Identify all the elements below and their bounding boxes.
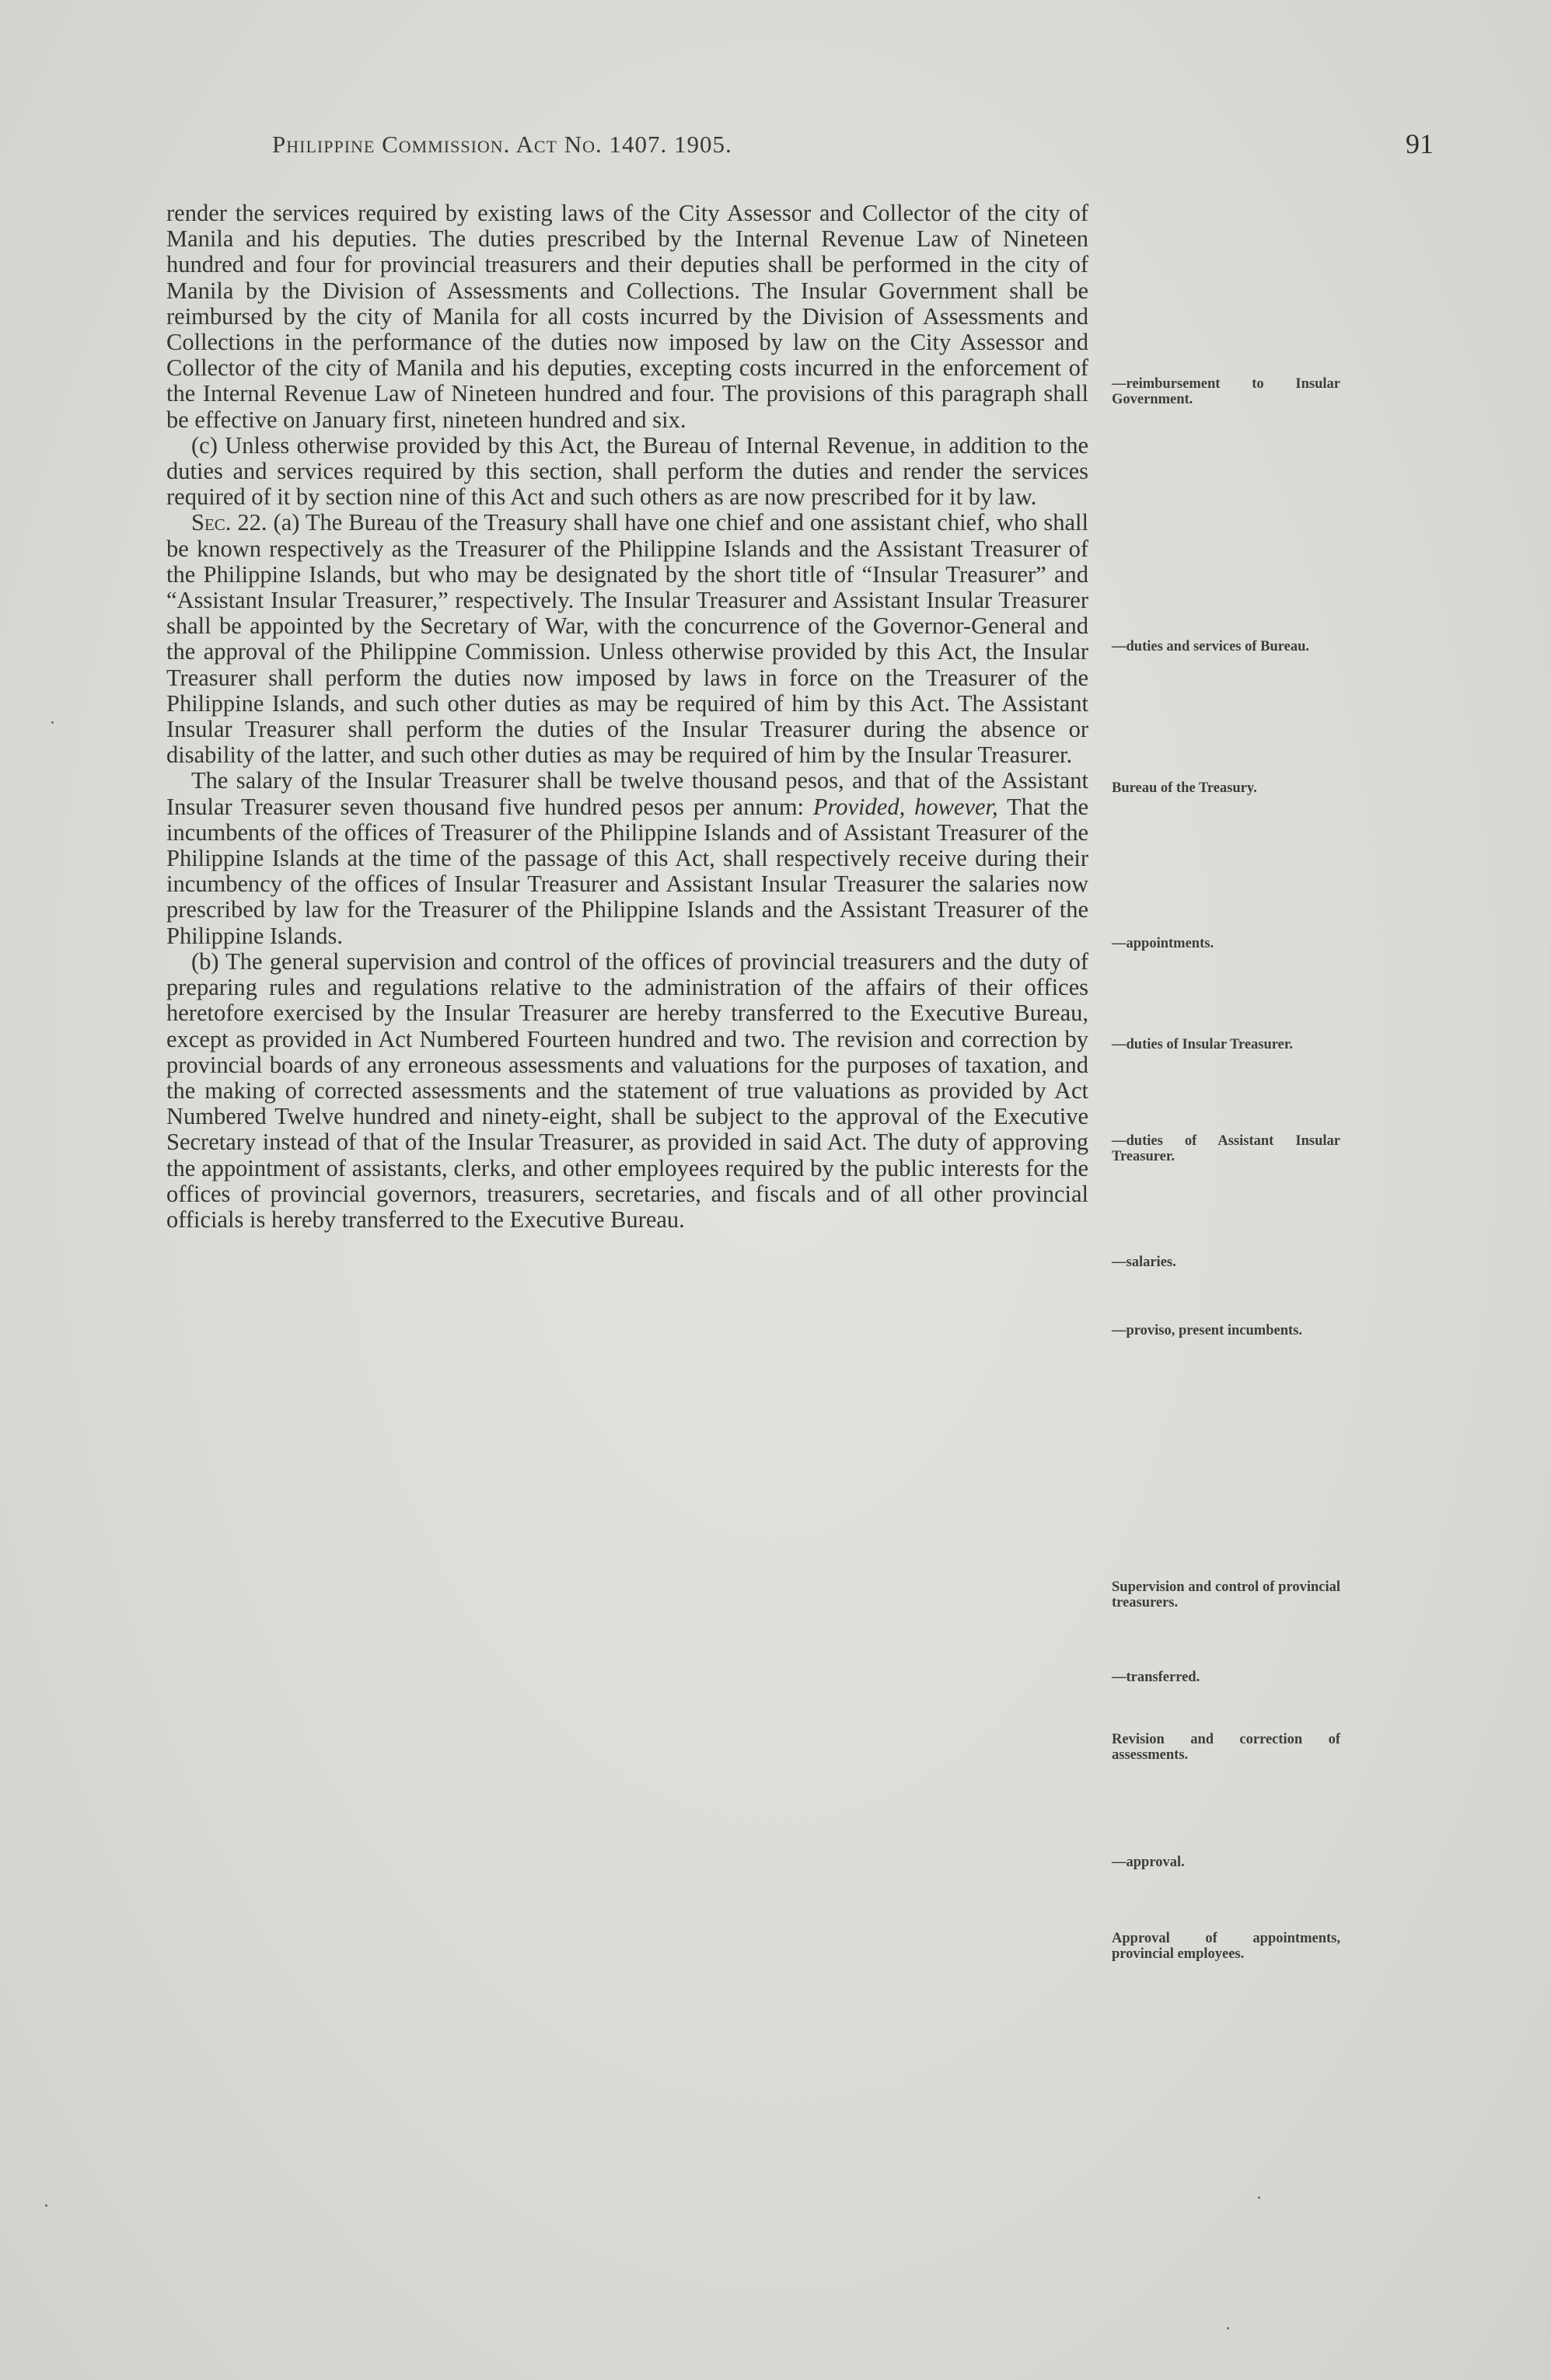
paper-speck [1227, 2327, 1229, 2329]
marginal-note: —duties of Insular Treasurer. [1112, 1037, 1294, 1052]
running-header: Philippine Commission. Act No. 1407. 1905. [272, 131, 732, 158]
body-text [166, 201, 1088, 1233]
marginal-note: Supervision and control of provincial treasurers. [1112, 1579, 1340, 1611]
section-paragraph [166, 510, 1088, 768]
marginal-note: —appointments. [1112, 936, 1214, 951]
marginal-note: Revision and correction of assessments. [1112, 1732, 1340, 1763]
paragraph: (c) Unless otherwise provided by this Act, the Bureau of Internal Revenue, in addition to the duties and services required by this section, shall perform the duties and render the services required of it by section nine of this Act and such others as are now prescribed for it by law. [166, 431, 1088, 511]
marginal-note: —duties and services of Bureau. [1112, 639, 1310, 654]
marginal-note: —salaries. [1112, 1255, 1176, 1270]
marginal-note: —proviso, present incumbents. [1112, 1323, 1302, 1338]
marginal-note: —transferred. [1112, 1670, 1200, 1685]
paper-speck [51, 721, 54, 724]
paragraph-text: That the incumbents of the offices of Treasurer of the Philippine Islands and of Assistant Treasurer of the Philippine Islands at the time of the passage of this Act, shall respectively receive during their incumbency of the offices of Insular Treasurer and Assistant Insular Treasurer the salaries now prescribed by law for the Treasurer of the Philippine Islands and the Assistant Treasurer of the Philippine Islands. [166, 793, 1088, 949]
paper-speck [45, 2204, 47, 2207]
marginal-note: —approval. [1112, 1855, 1185, 1870]
marginal-note: Bureau of the Treasury. [1112, 780, 1257, 796]
section-text: (a) The Bureau of the Treasury shall have one chief and one assistant chief, who shall be known respectively as the Treasurer of the Philippine Islands and the Assistant Treasurer of the Philippine Islands, but who may be designated by the short title of “Insular Treasurer” and “Assistant Insular Treasurer,” respectively. The Insular Treasurer and Assistant Insular Treasurer shall be appointed by the Secretary of War, with the concurrence of the Governor-General and the approval of the Philippine Commission. Unless otherwise provided by this Act, the Insular Treasurer shall perform the duties now imposed by laws in force on the Treasurer of the Philippine Islands, and such other duties as may be required of him by this Act. The Assistant Insular Treasurer shall perform the duties of the Insular Treasurer during the absence or disability of the latter, and such other duties as may be required of him by the Insular Treasurer. [166, 509, 1088, 769]
paragraph [166, 768, 1088, 948]
paragraph-text: The salary of the Insular Treasurer shall be twelve thousand pesos, and that of the Assistant Insular Treasurer seven thousand five hundred pesos per annum: [166, 767, 1088, 820]
proviso-text: Provided, however, [812, 793, 998, 820]
marginal-note: —reimbursement to Insular Government. [1112, 376, 1340, 407]
paper-speck [1258, 2197, 1260, 2199]
page-number: 91 [1406, 128, 1434, 159]
paragraph: render the services required by existing laws of the City Assessor and Collector of the city of Manila and his deputies. The duties prescribed by the Internal Revenue Law of Nineteen hundred and four for provincial treasurers and their deputies shall be performed in the city of Manila by the Division of Assessments and Collections. The Insular Government shall be reimbursed by the city of Manila for all costs incurred by the Division of Assessments and Collections in the performance of the duties now imposed by law on the City Assessor and Collector of the city of Manila and his deputies, excepting costs incurred in the enforcement of the Internal Revenue Law of Nineteen hundred and four. The provisions of this paragraph shall be effective on January first, nineteen hundred and six. [166, 200, 1088, 433]
paragraph: (b) The general supervision and control of the offices of provincial treasurers and the duty of preparing rules and regulations relative to the administration of the affairs of their offices heretofore exercised by the Insular Treasurer are hereby transferred to the Executive Bureau, except as provided in Act Numbered Fourteen hundred and two. The revision and correction by provincial boards of any erroneous assessments and valuations for the purposes of taxation, and the making of corrected assessments and the statement of true valuations as provided by Act Numbered Twelve hundred and ninety-eight, shall be subject to the approval of the Executive Secretary instead of that of the Insular Treasurer, as provided in said Act. The duty of approving the appointment of assistants, clerks, and other employees required by the public interests for the offices of provincial governors, treasurers, secretaries, and fiscals and of all other provincial officials is hereby transferred to the Executive Bureau. [166, 947, 1088, 1233]
marginal-note: —duties of Assistant Insular Treasurer. [1112, 1133, 1340, 1164]
marginal-note: Approval of appointments, provincial employees. [1112, 1931, 1340, 1962]
section-label: Sec. 22. [191, 509, 267, 536]
